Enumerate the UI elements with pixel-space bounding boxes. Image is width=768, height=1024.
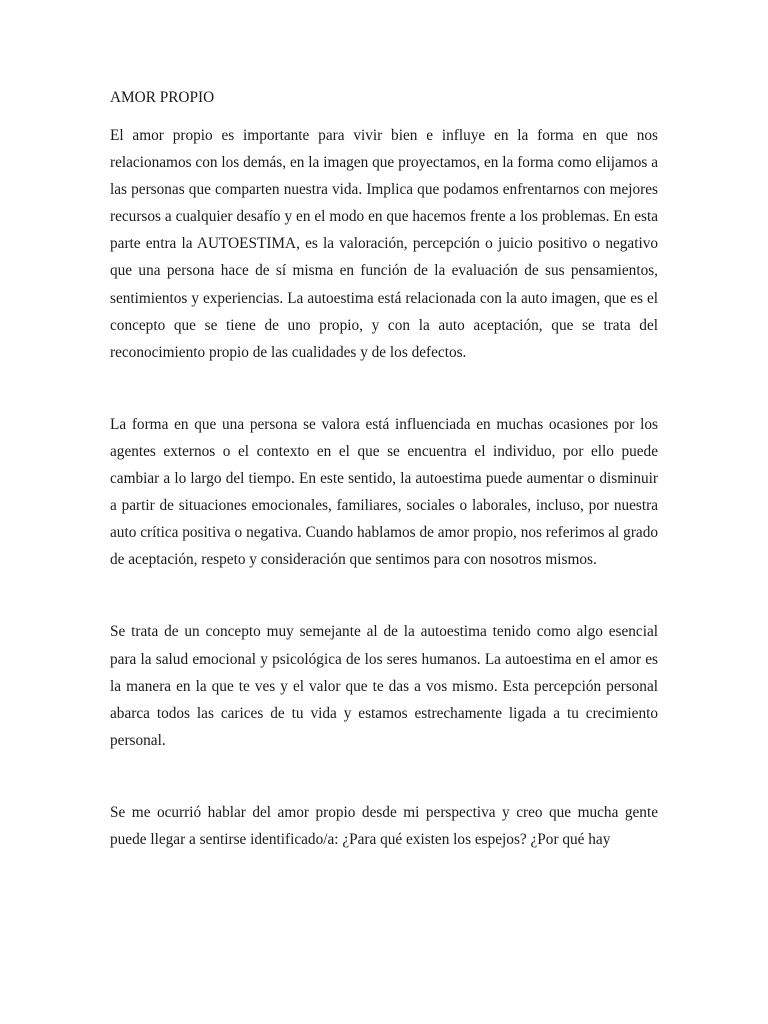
paragraph-3: Se trata de un concepto muy semejante al de la autoestima tenido como algo esencial para la salud emocional y psicológica de los seres humanos. La autoestima en el amor es la manera en la que te ves y el valor que te das a vos mismo. Esta percepción personal abarca todos las carices de tu vida y estamos estrechamente ligada a tu crecimiento personal. — [110, 623, 658, 749]
document-title: AMOR PROPIO — [110, 89, 215, 106]
paragraph-2: La forma en que una persona se valora está influenciada en muchas ocasiones por los agentes externos o el contexto en el que se encuentra el individuo, por ello puede cambiar a lo largo del tiempo. En este sentido, la autoestima puede aumentar o disminuir a partir de situaciones emocionales, familiares, sociales o laborales, incluso, por nuestra auto crítica positiva o negativa. Cuando hablamos de amor propio, nos referimos al grado de aceptación, respeto y consideración que sentimos para con nosotros mismos. — [110, 415, 658, 569]
paragraph-4: Se me ocurrió hablar del amor propio desde mi perspectiva y creo que mucha gente puede llegar a sentirse identificado/a: ¿Para qué existen los espejos? ¿Por qué hay — [110, 803, 658, 848]
document-body — [110, 84, 658, 853]
paragraph-1: El amor propio es importante para vivir bien e influye en la forma en que nos relacionamos con los demás, en la imagen que proyectamos, en la forma como elijamos a las personas que comparten nuestra vida. Implica que podamos enfrentarnos con mejores recursos a cualquier desafío y en el modo en que hacemos frente a los problemas. En esta parte entra la AUTOESTIMA, es la valoración, percepción o juicio positivo o negativo que una persona hace de sí misma en función de la evaluación de sus pensamientos, sentimientos y experiencias. La autoestima está relacionada con la auto imagen, que es el concepto que se tiene de uno propio, y con la auto aceptación, que se trata del reconocimiento propio de las cualidades y de los defectos. — [110, 127, 658, 361]
